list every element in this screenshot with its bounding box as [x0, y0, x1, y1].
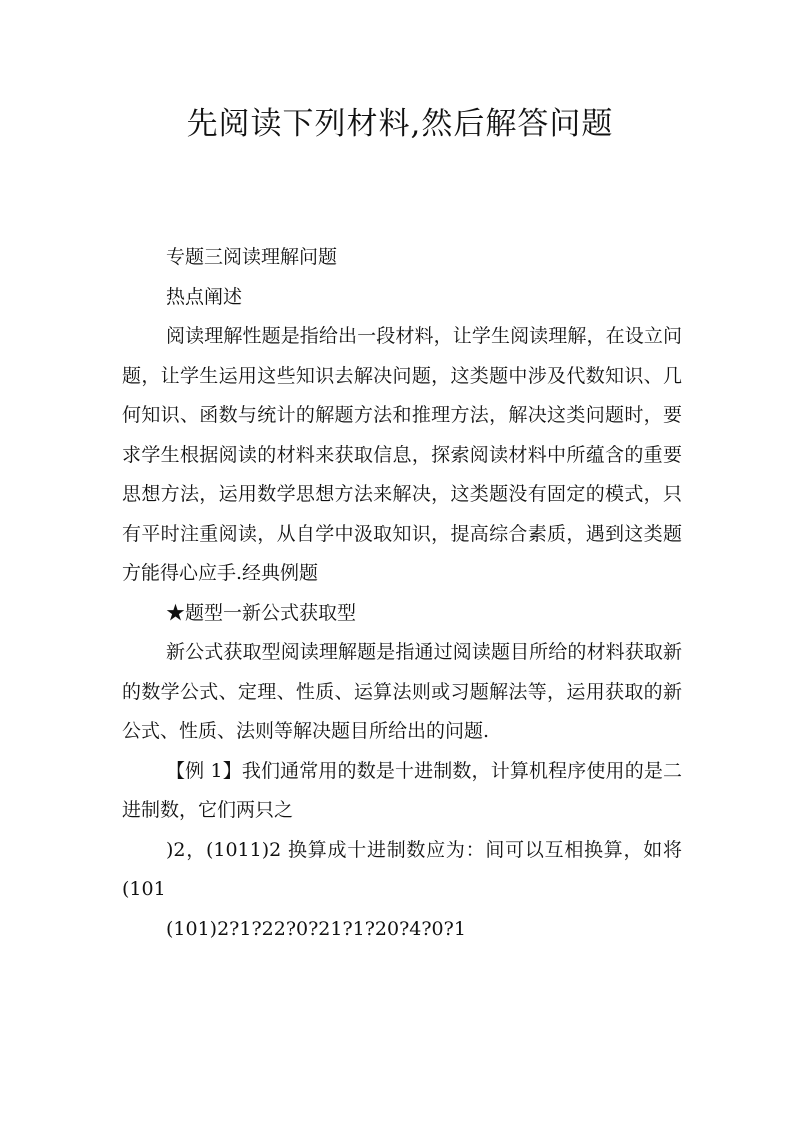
section-heading: 专题三阅读理解问题 — [166, 246, 338, 268]
example-paragraph: 【例 1】我们通常用的数是十进制数，计算机程序使用的是二进制数，它们两只之 — [122, 759, 682, 821]
subsection-heading: 热点阐述 — [166, 285, 243, 308]
document-body — [122, 238, 682, 949]
formula-line: (101)2?1?22?0?21?1?20?4?0?1 — [166, 917, 466, 940]
body-paragraph: 阅读理解性题是指给出一段材料，让学生阅读理解，在设立问题，让学生运用这些知识去解决问题，这类题中涉及代数知识、几何知识、函数与统计的解题方法和推理方法，解决这类问题时，要求学生根据阅读的材料来获取信息，探索阅读材料中所蕴含的重要思想方法，运用数学思想方法来解决，这类题没有固定的模式，只有平时注重阅读，从自学中汲取知识，提高综合素质，遇到这类题方能得心应手.经典例题 — [122, 325, 682, 584]
document-title: 先阅读下列材料,然后解答问题 — [186, 106, 614, 142]
body-paragraph: 新公式获取型阅读理解题是指通过阅读题目所给的材料获取新的数学公式、定理、性质、运算法则或习题解法等，运用获取的新公式、性质、法则等解决题目所给出的问题. — [122, 641, 682, 742]
body-paragraph: )2，(1011)2 换算成十进制数应为：间可以互相换算，如将(101 — [122, 838, 682, 900]
question-type-heading: ★题型一新公式获取型 — [166, 601, 357, 624]
